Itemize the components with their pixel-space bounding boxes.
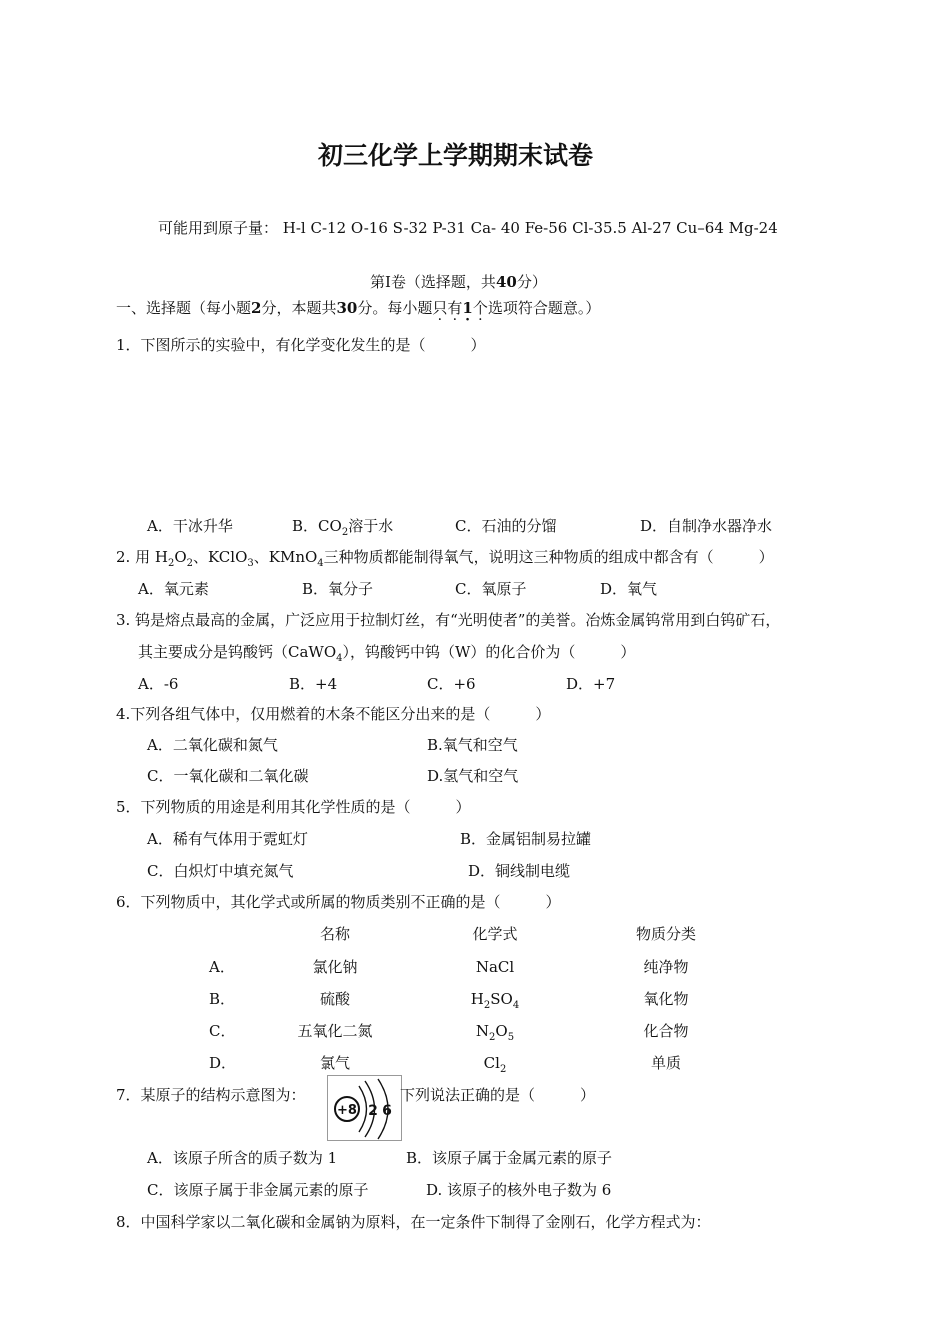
q7-option-a: A．该原子所含的质子数为 1 <box>147 1149 338 1167</box>
q3-option-b: B．+4 <box>289 675 338 693</box>
q3-option-c: C．+6 <box>427 675 476 693</box>
atom-shell-1-electrons: 2 <box>368 1103 378 1119</box>
q1-option-d: D．自制净水器净水 <box>640 517 773 535</box>
q6-row-formula: $H_2SO_4$ <box>470 990 520 1011</box>
question-6-stem: 6．下列物质中，其化学式或所属的物质类别不正确的是（ ） <box>116 893 561 911</box>
question-7-stem-pre: 7．某原子的结构示意图为： <box>116 1086 306 1104</box>
q7-option-d: D. 该原子的核外电子数为 6 <box>426 1181 612 1199</box>
q6-header-formula: 化学式 <box>472 925 518 943</box>
q6-row-name: 氯气 <box>319 1054 350 1072</box>
q4-option-d: D.氢气和空气 <box>427 767 519 785</box>
question-3-line-2: 其主要成分是钨酸钙（CaWO$_4$），钨酸钙中钨（W）的化合价为（ ） <box>138 643 636 664</box>
q6-row-label: B． <box>209 990 236 1008</box>
q4-option-c: C．一氧化碳和二氧化碳 <box>147 767 309 785</box>
question-8-stem: 8．中国科学家以二氧化碳和金属钠为原料，在一定条件下制得了金刚石，化学方程式为： <box>116 1213 711 1231</box>
q6-row-name: 五氧化二氮 <box>297 1022 373 1040</box>
q3-option-a: A．-6 <box>138 675 179 693</box>
atom-structure-diagram <box>327 1075 402 1141</box>
q6-row-class: 氧化物 <box>643 990 689 1008</box>
q2-option-c: C．氧原子 <box>455 580 527 598</box>
q2-option-a: A．氧元素 <box>138 580 209 598</box>
q6-row-name: 氯化钠 <box>312 958 358 976</box>
q6-row-formula: $N_2O_5$ <box>475 1022 515 1043</box>
question-2-stem: 2. 用 $H_2O_2$、KClO$_3$、KMnO$_4$三种物质都能制得氧气，说明这三种物质的组成中都含有（ ） <box>116 548 774 569</box>
question-3-line-1: 3. 钨是熔点最高的金属，广泛应用于拉制灯丝，有“光明使者”的美誉。冶炼金属钨常用到白钨矿石， <box>116 611 781 629</box>
section-heading: 第Ⅰ卷（选择题，共40分） <box>370 273 547 291</box>
q6-row-label: D． <box>209 1054 237 1072</box>
q6-row-formula: $Cl_2$ <box>483 1054 507 1075</box>
q6-row-label: C． <box>209 1022 236 1040</box>
q1-option-a: A．干冰升华 <box>147 517 233 535</box>
q7-option-b: B．该原子属于金属元素的原子 <box>406 1149 613 1167</box>
q6-header-name: 名称 <box>319 925 350 943</box>
atom-structure-icon <box>328 1076 401 1140</box>
atom-shell-2-electrons: 6 <box>382 1103 392 1119</box>
q6-row-name: 硫酸 <box>319 990 350 1008</box>
q2-option-d: D．氧气 <box>600 580 658 598</box>
question-1-stem: 1．下图所示的实验中，有化学变化发生的是（ ） <box>116 336 486 354</box>
q6-row-label: A． <box>209 958 235 976</box>
question-5-stem: 5．下列物质的用途是利用其化学性质的是（ ） <box>116 798 471 816</box>
q6-row-class: 化合物 <box>643 1022 689 1040</box>
question-4-stem: 4.下列各组气体中，仅用燃着的木条不能区分出来的是（ ） <box>116 705 551 723</box>
q6-row-class: 纯净物 <box>643 958 689 976</box>
q5-option-d: D．铜线制电缆 <box>468 862 571 880</box>
question-7-stem-post: 下列说法正确的是（ ） <box>400 1086 596 1104</box>
section-instructions: 一、选择题（每小题2分，本题共30分。每小题只有1 ·个选项符合题意。） <box>116 298 600 318</box>
q3-option-d: D．+7 <box>566 675 616 693</box>
q1-option-c: C．石油的分馏 <box>455 517 557 535</box>
q6-row-class: 单质 <box>650 1054 681 1072</box>
q5-option-c: C．白炽灯中填充氮气 <box>147 862 294 880</box>
q7-option-c: C．该原子属于非金属元素的原子 <box>147 1181 369 1199</box>
q5-option-b: B．金属铝制易拉罐 <box>460 830 592 848</box>
atom-nucleus-label: +8 <box>337 1103 357 1118</box>
q1-option-b: B．$CO_2$溶于水 <box>292 517 394 538</box>
page-title: 初三化学上学期期末试卷 <box>318 141 594 170</box>
q5-option-a: A．稀有气体用于霓虹灯 <box>147 830 308 848</box>
q6-header-class: 物质分类 <box>635 925 696 943</box>
q2-option-b: B．氧分子 <box>302 580 374 598</box>
atomic-masses-note: 可能用到原子量： H-l C-12 O-16 S-32 P-31 Ca- 40 Fe-56 Cl-35.5 Al-27 Cu–64 Mg-24 <box>158 219 778 237</box>
q4-option-a: A．二氧化碳和氮气 <box>147 736 278 754</box>
q6-row-formula: NaCl <box>475 958 515 976</box>
q4-option-b: B.氧气和空气 <box>427 736 518 754</box>
